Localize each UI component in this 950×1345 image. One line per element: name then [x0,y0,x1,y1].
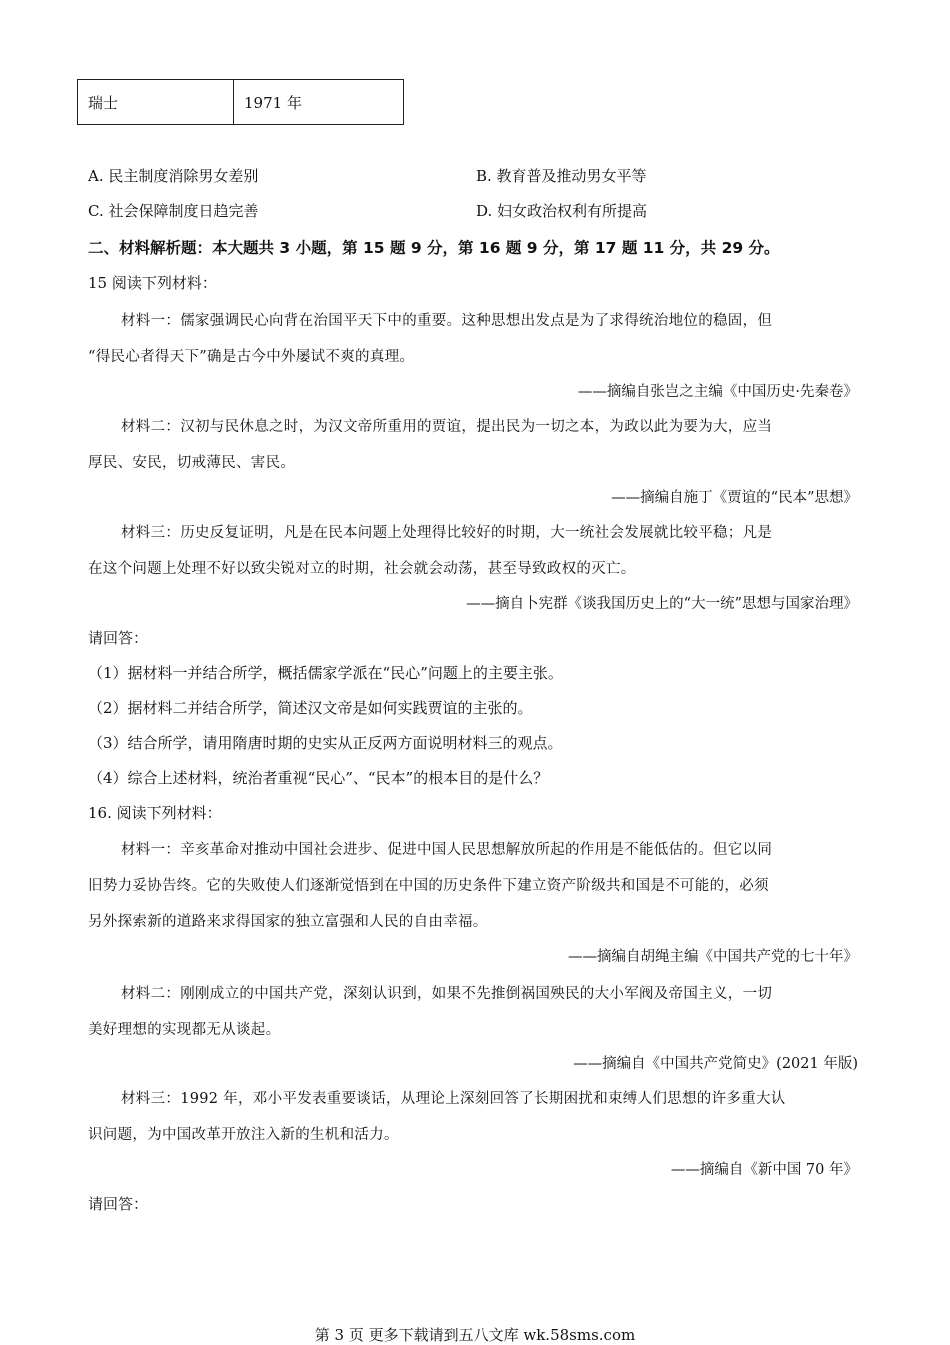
q16-material2-source: ——摘编自《中国共产党简史》(2021 年版) [573,1056,858,1072]
q16-material1-source: ——摘编自胡绳主编《中国共产党的七十年》 [568,949,858,965]
q15-material1-source: ——摘编自张岂之主编《中国历史·先秦卷》 [577,384,858,400]
q15-sub2: （2）据材料二并结合所学，简述汉文帝是如何实践贾谊的主张的。 [88,699,533,717]
q15-material2-line1: 材料二：汉初与民休息之时，为汉文帝所重用的贾谊，提出民为一切之本，为政以此为要为大，应当 [121,419,773,435]
q15-ask: 请回答： [88,629,149,647]
country-year-table [77,79,404,125]
q15-material2-line2: 厚民、安民，切戒薄民、害民。 [88,455,296,471]
option-d: D. 妇女政治权利有所提高 [476,202,648,220]
q15-material1-line2: “得民心者得天下”确是古今中外屡试不爽的真理。 [88,349,415,365]
table-cell-year: 1971 年 [234,80,404,125]
q15-material3-line2: 在这个问题上处理不好以致尖锐对立的时期，社会就会动荡，甚至导致政权的灭亡。 [88,561,636,577]
q15-material2-source: ——摘编自施丁《贾谊的“民本”思想》 [611,490,858,506]
q16-material3-line1: 材料三：1992 年，邓小平发表重要谈话，从理论上深刻回答了长期困扰和束缚人们思想的许多重大认 [121,1091,786,1107]
q15-sub4: （4）综合上述材料，统治者重视“民心”、“民本”的根本目的是什么？ [88,769,549,787]
q16-material2-line1: 材料二：刚刚成立的中国共产党，深刻认识到，如果不先推倒祸国殃民的大小军阀及帝国主义，一切 [121,986,773,1002]
q16-material3-line2: 识问题，为中国改革开放注入新的生机和活力。 [88,1127,399,1143]
page-footer: 第 3 页 更多下载请到五八文库 wk.58sms.com [314,1326,636,1344]
q16-stem: 16. 阅读下列材料： [88,804,222,822]
q15-material1-line1: 材料一：儒家强调民心向背在治国平天下中的重要。这种思想出发点是为了求得统治地位的稳固，但 [121,313,773,329]
option-b: B. 教育普及推动男女平等 [476,167,647,185]
q16-material3-source: ——摘编自《新中国 70 年》 [670,1162,858,1178]
option-c: C. 社会保障制度日趋完善 [88,202,259,220]
q15-material3-source: ——摘自卜宪群《谈我国历史上的“大一统”思想与国家治理》 [466,596,858,612]
q16-material1-line1: 材料一：辛亥革命对推动中国社会进步、促进中国人民思想解放所起的作用是不能低估的。但它以同 [121,842,773,858]
table-cell-country: 瑞士 [78,80,234,125]
q15-stem: 15 阅读下列材料： [88,274,217,292]
q16-ask: 请回答： [88,1195,149,1213]
q15-sub3: （3）结合所学，请用隋唐时期的史实从正反两方面说明材料三的观点。 [88,734,563,752]
option-a: A. 民主制度消除男女差别 [88,167,259,185]
q15-sub1: （1）据材料一并结合所学，概括儒家学派在“民心”问题上的主要主张。 [88,664,563,682]
q16-material2-line2: 美好理想的实现都无从谈起。 [88,1022,281,1038]
section-heading: 二、材料解析题：本大题共 3 小题，第 15 题 9 分，第 16 题 9 分，第 17 题 11 分，共 29 分。 [88,239,780,257]
q16-material1-line3: 另外探索新的道路来求得国家的独立富强和人民的自由幸福。 [88,914,488,930]
q15-material3-line1: 材料三：历史反复证明，凡是在民本问题上处理得比较好的时期，大一统社会发展就比较平稳；凡是 [121,525,773,541]
q16-material1-line2: 旧势力妥协告终。它的失败使人们逐渐觉悟到在中国的历史条件下建立资产阶级共和国是不可能的，必须 [88,878,769,894]
table-row [78,80,404,125]
